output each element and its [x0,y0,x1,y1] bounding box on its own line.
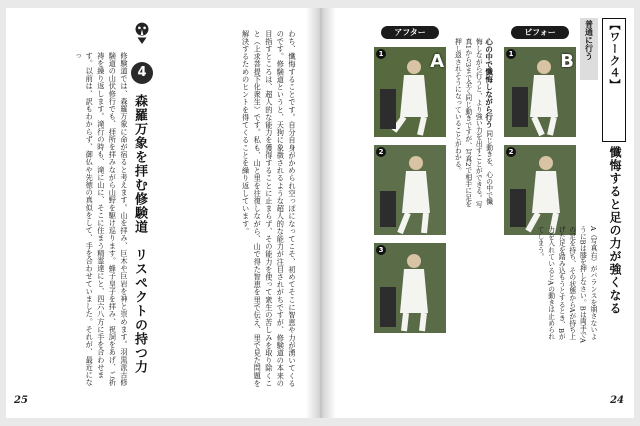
marker-a: A [430,51,444,72]
chapter-title: 森羅万象を拝む修験道 リスペクトの持つ力 [132,94,147,374]
body-text-part-1: わち、懺悔することです。自分自身がかめられ空っぽになってこそ、初めてそこに智恵や力が湧いてくるのです。修験道というと、天狗に象徴されるような超人的な能力が注目されがちですが、修験道の本来の目指すところは、超人的な能力を獲得することに止まらず、その能力を使って衆生の苦しみを取り除くこと（上求菩提下化衆生）です。私も、山と里を往復しながら、山で得た智恵を里で伝え、里で見た問題を解決するためのヒントを得てくることを繰り返しています。 [241,30,297,388]
photo-number: 1 [506,49,516,59]
after-photo-2 [374,145,446,235]
sub-heading [580,18,598,80]
note-text: 同じ動きを、心の中で懺悔しながら行うと、より強い力を出すことができる。写真1から3まで全く同じ動きですが、写真2で相手に足を押し返されそうになっていることがわかる。 [453,38,493,208]
after-photo-1 [374,47,446,137]
page-number: 25 [14,395,28,406]
before-label: ビフォー [511,26,569,39]
book-spine [306,8,336,418]
before-photo-2 [504,145,576,235]
after-label: アフター [381,26,439,39]
practitioner-figure [374,145,446,235]
work-label: 【ワーク４】 [608,19,621,91]
caption-text: A（写真右）がバランスを崩さないようにBは膝を押しなさい。Bは両手でAの足を持ち、その状態からAが持ち上げた足を踏み込もうとするとき、Bが力を入れているとAの動きは止められてしまう。 [536,226,597,343]
work-label-box [602,18,626,142]
practitioner-figure [374,243,446,333]
marker-b: B [560,51,574,72]
photo-number: 2 [506,147,516,157]
photo-number: 3 [376,245,386,255]
chapter-heading [128,22,156,394]
note-block [452,38,500,208]
after-photo-column [374,26,446,333]
work-title: 懺悔すると足の力が強くなる [608,146,622,315]
before-photo-1 [504,47,576,137]
body-text-part-2: 修験道では、森羅万象に命が宿ると考えます。山を拝み、巨木や巨岩を神と崇めます。羽黒派古修験道の山伏修行でも、拝所を拝みながら山野を駆け巡ります。蜂子皇子を拝み、祝詞をあげ、ご祈祷を繰り返します。滝行の時も、滝に山に、そこに住まう精霊達にと、四六八方に手を合わせます。以前は、訳もわからず、御仏や先徳の真似をして、手を合わせていました。それが、最近になっ [73,52,129,387]
note-title: 心の中で懺悔しながら行う [484,38,494,128]
practitioner-figure [504,145,576,235]
page-number: 24 [610,395,624,406]
sub-heading-text: 普通に行う [584,20,594,60]
left-page [6,8,306,418]
tengu-mask-icon [131,22,153,44]
before-photo-column [504,26,576,235]
chapter-number: 4 [131,62,153,84]
after-photo-3 [374,243,446,333]
photo-number: 2 [376,147,386,157]
right-page [336,8,634,418]
photo-number: 1 [376,49,386,59]
